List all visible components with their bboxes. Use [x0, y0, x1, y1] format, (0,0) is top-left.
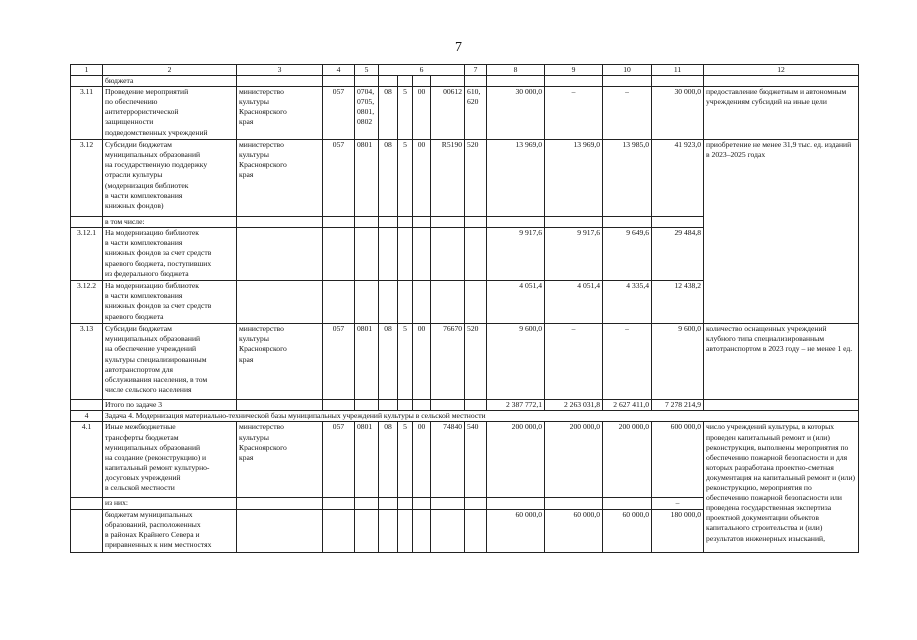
col-header: 12	[704, 65, 859, 76]
col-header: 10	[603, 65, 652, 76]
cell-year1: 60 000,0	[487, 509, 545, 552]
cell-rzpr: 0801	[355, 324, 379, 400]
cell-name: в том числе:	[103, 217, 237, 228]
cell-vr: 610, 620	[465, 87, 487, 140]
cell-year3: –	[603, 87, 652, 140]
table-row	[71, 140, 859, 217]
cell-vr: 520	[465, 140, 487, 217]
cell-executor: министерство культуры Красноярского края	[237, 422, 323, 498]
cell-csr2: 5	[398, 87, 413, 140]
cell-num: 3.13	[71, 324, 103, 400]
cell-year3: 200 000,0	[603, 422, 652, 498]
cell-total: 7 278 214,9	[652, 400, 704, 411]
col-header: 8	[487, 65, 545, 76]
cell-total: 600 000,0	[652, 422, 704, 498]
cell-num: 3.11	[71, 87, 103, 140]
cell-year3: 9 649,6	[603, 228, 652, 281]
col-header: 3	[237, 65, 323, 76]
table-row	[71, 76, 859, 87]
cell-year1: 9 917,6	[487, 228, 545, 281]
col-header: 6	[379, 65, 465, 76]
cell-csr4: R5190	[431, 140, 465, 217]
col-header: 2	[103, 65, 237, 76]
cell-rzpr: 0704, 0705, 0801, 0802	[355, 87, 379, 140]
cell-csr1: 08	[379, 87, 398, 140]
program-table	[70, 64, 859, 553]
cell-csr4: 76670	[431, 324, 465, 400]
cell-grbs: 057	[323, 324, 355, 400]
cell-name: из них:	[103, 498, 237, 509]
task-heading: Задача 4. Модернизация материально-технической базы муниципальных учреждений культуры в сельской местности	[103, 411, 859, 422]
cell-year2: 200 000,0	[545, 422, 603, 498]
table-row	[71, 411, 859, 422]
cell-csr2: 5	[398, 324, 413, 400]
cell-executor: министерство культуры Красноярского края	[237, 324, 323, 400]
cell-total: 180 000,0	[652, 509, 704, 552]
cell-csr4: 00612	[431, 87, 465, 140]
cell-name: бюджета	[103, 76, 237, 87]
cell-csr2: 5	[398, 140, 413, 217]
col-header: 11	[652, 65, 704, 76]
col-header: 7	[465, 65, 487, 76]
cell-year1: 4 051,4	[487, 281, 545, 324]
cell-result: предоставление бюджетным и автономным учреждениям субсидий на иные цели	[704, 87, 859, 140]
col-header: 4	[323, 65, 355, 76]
table-row	[71, 400, 859, 411]
cell-name: Проведение мероприятий по обеспечению антитеррористической защищенности подведомственных учреждений	[103, 87, 237, 140]
cell-year1: 30 000,0	[487, 87, 545, 140]
cell-year1: 2 387 772,1	[487, 400, 545, 411]
col-header: 1	[71, 65, 103, 76]
page-number: 7	[455, 40, 462, 55]
cell-year3: 60 000,0	[603, 509, 652, 552]
cell-csr4: 74840	[431, 422, 465, 498]
cell-year2: 9 917,6	[545, 228, 603, 281]
cell-year2: 4 051,4	[545, 281, 603, 324]
cell-csr2: 5	[398, 422, 413, 498]
cell-name: Иные межбюджетные трансферты бюджетам муниципальных образований на создание (реконструкцию) и капитальный ремонт культурно- досуговых учреждений в сельской местности	[103, 422, 237, 498]
cell-grbs: 057	[323, 140, 355, 217]
cell-total: –	[652, 498, 704, 509]
cell-executor: министерство культуры Красноярского края	[237, 140, 323, 217]
cell-csr1: 08	[379, 140, 398, 217]
cell-rzpr: 0801	[355, 422, 379, 498]
cell-total: 41 923,0	[652, 140, 704, 217]
cell-total: 29 484,8	[652, 228, 704, 281]
cell-year3: 2 627 411,0	[603, 400, 652, 411]
cell-vr: 540	[465, 422, 487, 498]
col-header: 9	[545, 65, 603, 76]
cell-csr3: 00	[413, 140, 431, 217]
cell-num: 3.12.1	[71, 228, 103, 281]
cell-num: 3.12	[71, 140, 103, 217]
cell-year1: 200 000,0	[487, 422, 545, 498]
cell-name: Субсидии бюджетам муниципальных образований на государственную поддержку отрасли культуры (модернизация библиотек в части комплектования книжных фондов)	[103, 140, 237, 217]
cell-name: Итого по задаче 3	[103, 400, 237, 411]
cell-total: 30 000,0	[652, 87, 704, 140]
cell-year2: –	[545, 87, 603, 140]
cell-year1: 9 600,0	[487, 324, 545, 400]
cell-name: На модернизацию библиотек в части комплектования книжных фондов за счет средств краевого бюджета	[103, 281, 237, 324]
cell-num: 3.12.2	[71, 281, 103, 324]
table-row	[71, 422, 859, 498]
cell-year2: 13 969,0	[545, 140, 603, 217]
table-row	[71, 324, 859, 400]
cell-total: 12 438,2	[652, 281, 704, 324]
cell-year2: 2 263 031,8	[545, 400, 603, 411]
cell-name: Субсидии бюджетам муниципальных образований на обеспечение учреждений культуры специализированным автотранспортом для обслуживания населения, в том числе сельского населения	[103, 324, 237, 400]
cell-year3: 13 985,0	[603, 140, 652, 217]
cell-total: 9 600,0	[652, 324, 704, 400]
cell-csr3: 00	[413, 324, 431, 400]
cell-rzpr: 0801	[355, 140, 379, 217]
col-header: 5	[355, 65, 379, 76]
cell-year1: 13 969,0	[487, 140, 545, 217]
table-row	[71, 87, 859, 140]
cell-grbs: 057	[323, 422, 355, 498]
cell-csr3: 00	[413, 422, 431, 498]
cell-name: На модернизацию библиотек в части комплектования книжных фондов за счет средств краевого бюджета, поступивших из федерального бюджета	[103, 228, 237, 281]
cell-name: бюджетам муниципальных образований, расположенных в районах Крайнего Севера и приравненных к ним местностях	[103, 509, 237, 552]
cell-year2: 60 000,0	[545, 509, 603, 552]
cell-result: количество оснащенных учреждений клубного типа специализированным автотранспортом в 2023 году – не менее 1 ед.	[704, 324, 859, 400]
cell-csr3: 00	[413, 87, 431, 140]
cell-result: число учреждений культуры, в которых проведен капитальный ремонт и (или) реконструкция, выполнены мероприятия по обеспечению пожарной безопасности и для которых разработана проектно-сметная документация на капитальный ремонт и (или) реконструкцию, мероприятия по обеспечению пожарной безопасности или проведена государственная экспертиза проектной документации объектов капитального строительства и (или) результатов инженерных изысканий,	[704, 422, 859, 552]
cell-csr1: 08	[379, 324, 398, 400]
cell-year2: –	[545, 324, 603, 400]
header-row	[71, 65, 859, 76]
cell-num: 4.1	[71, 422, 103, 498]
cell-grbs: 057	[323, 87, 355, 140]
cell-num: 4	[71, 411, 103, 422]
cell-year3: 4 335,4	[603, 281, 652, 324]
cell-year3: –	[603, 324, 652, 400]
cell-executor: министерство культуры Красноярского края	[237, 87, 323, 140]
cell-result: приобретение не менее 31,9 тыс. ед. изданий в 2023–2025 годах	[704, 140, 859, 324]
cell-csr1: 08	[379, 422, 398, 498]
cell-vr: 520	[465, 324, 487, 400]
